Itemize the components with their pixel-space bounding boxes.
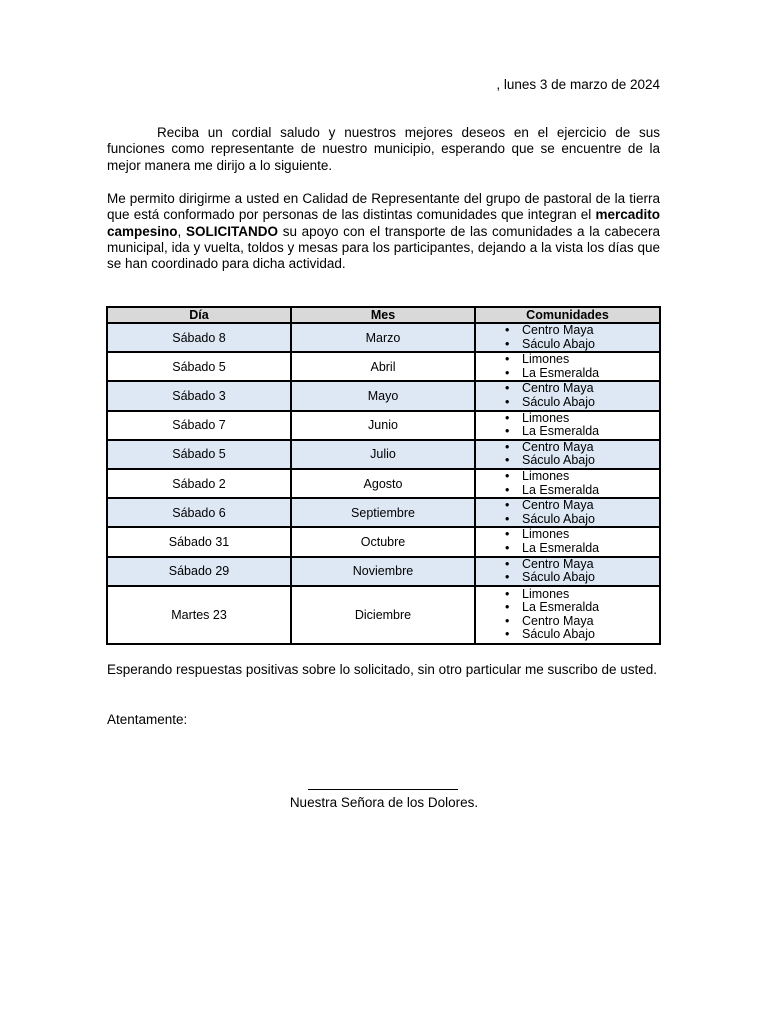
cell-dia: Sábado 6: [107, 498, 291, 527]
community-item: • Centro Maya: [476, 615, 659, 629]
cell-dia: Sábado 5: [107, 440, 291, 469]
community-item: • Centro Maya: [476, 382, 659, 396]
cell-mes: Mayo: [291, 381, 475, 410]
letter-date: , lunes 3 de marzo de 2024: [496, 77, 660, 92]
request-bold-solicitando: SOLICITANDO: [186, 223, 278, 239]
community-item: • Limones: [476, 470, 659, 484]
cell-comunidades: [475, 469, 660, 498]
community-item: • Sáculo Abajo: [476, 513, 659, 527]
table-row: [107, 352, 660, 381]
community-item: • Centro Maya: [476, 441, 659, 455]
cell-dia: Sábado 7: [107, 411, 291, 440]
cell-comunidades: [475, 527, 660, 556]
closing-salutation: Atentamente:: [107, 712, 188, 727]
cell-comunidades: [475, 381, 660, 410]
community-item: • Centro Maya: [476, 558, 659, 572]
table-row: [107, 411, 660, 440]
cell-mes: Marzo: [291, 323, 475, 352]
community-list: [476, 588, 659, 642]
cell-dia: Sábado 8: [107, 323, 291, 352]
community-item: • Sáculo Abajo: [476, 628, 659, 642]
schedule-table: [106, 306, 661, 645]
community-item: • La Esmeralda: [476, 425, 659, 439]
cell-comunidades: [475, 411, 660, 440]
community-item: • Limones: [476, 412, 659, 426]
community-item: • Centro Maya: [476, 499, 659, 513]
header-comunidades: Comunidades: [475, 307, 660, 323]
community-list: [476, 499, 659, 526]
request-text-1: Me permito dirigirme a usted en Calidad de Representante del grupo de pastoral de la tierra que está conformado por personas de las distintas comunidades que integran el: [107, 191, 660, 223]
cell-dia: Sábado 3: [107, 381, 291, 410]
greeting-paragraph: Reciba un cordial saludo y nuestros mejores deseos en el ejercicio de sus funciones como representante de nuestro municipio, esperando que se encuentre de la mejor manera me dirijo a lo siguiente.: [107, 125, 660, 173]
cell-mes: Junio: [291, 411, 475, 440]
table-row: [107, 381, 660, 410]
community-item: • Sáculo Abajo: [476, 338, 659, 352]
community-item: • Sáculo Abajo: [476, 396, 659, 410]
cell-mes: Agosto: [291, 469, 475, 498]
cell-mes: Noviembre: [291, 557, 475, 586]
community-list: [476, 382, 659, 409]
cell-comunidades: [475, 557, 660, 586]
request-bold-market: mercadito campesino: [107, 207, 660, 239]
community-list: [476, 528, 659, 555]
community-list: [476, 353, 659, 380]
community-list: [476, 324, 659, 351]
table-row: [107, 323, 660, 352]
community-item: • La Esmeralda: [476, 601, 659, 615]
community-list: [476, 558, 659, 585]
header-mes: Mes: [291, 307, 475, 323]
request-text-2: ,: [177, 223, 186, 239]
community-list: [476, 412, 659, 439]
request-paragraph: [107, 191, 660, 272]
cell-mes: Octubre: [291, 527, 475, 556]
table-row: [107, 557, 660, 586]
community-item: • La Esmeralda: [476, 542, 659, 556]
schedule-table-body: [107, 323, 660, 644]
table-row: [107, 498, 660, 527]
cell-mes: Diciembre: [291, 586, 475, 644]
cell-dia: Sábado 5: [107, 352, 291, 381]
header-dia: Día: [107, 307, 291, 323]
community-item: • Centro Maya: [476, 324, 659, 338]
community-item: • Sáculo Abajo: [476, 571, 659, 585]
table-row: [107, 527, 660, 556]
signature-line: [308, 789, 458, 790]
table-header-row: [107, 307, 660, 323]
request-text-3: su apoyo con el transporte de las comunidades a la cabecera municipal, ida y vuelta, toldos y mesas para los participantes, dejando a la vista los días que se han coordinado para dicha actividad.: [107, 223, 660, 272]
cell-dia: Martes 23: [107, 586, 291, 644]
signature-name: Nuestra Señora de los Dolores.: [289, 795, 479, 810]
closing-paragraph: Esperando respuestas positivas sobre lo solicitado, sin otro particular me suscribo de usted.: [107, 662, 658, 677]
table-row: [107, 586, 660, 644]
community-item: • La Esmeralda: [476, 367, 659, 381]
cell-comunidades: [475, 498, 660, 527]
cell-comunidades: [475, 440, 660, 469]
cell-dia: Sábado 29: [107, 557, 291, 586]
cell-comunidades: [475, 586, 660, 644]
table-row: [107, 469, 660, 498]
community-item: • Limones: [476, 353, 659, 367]
cell-dia: Sábado 2: [107, 469, 291, 498]
cell-mes: Abril: [291, 352, 475, 381]
community-item: • Limones: [476, 528, 659, 542]
community-item: • Sáculo Abajo: [476, 454, 659, 468]
cell-comunidades: [475, 323, 660, 352]
cell-dia: Sábado 31: [107, 527, 291, 556]
table-row: [107, 440, 660, 469]
cell-mes: Septiembre: [291, 498, 475, 527]
community-item: • Limones: [476, 588, 659, 602]
community-item: • La Esmeralda: [476, 484, 659, 498]
community-list: [476, 470, 659, 497]
cell-mes: Julio: [291, 440, 475, 469]
community-list: [476, 441, 659, 468]
cell-comunidades: [475, 352, 660, 381]
